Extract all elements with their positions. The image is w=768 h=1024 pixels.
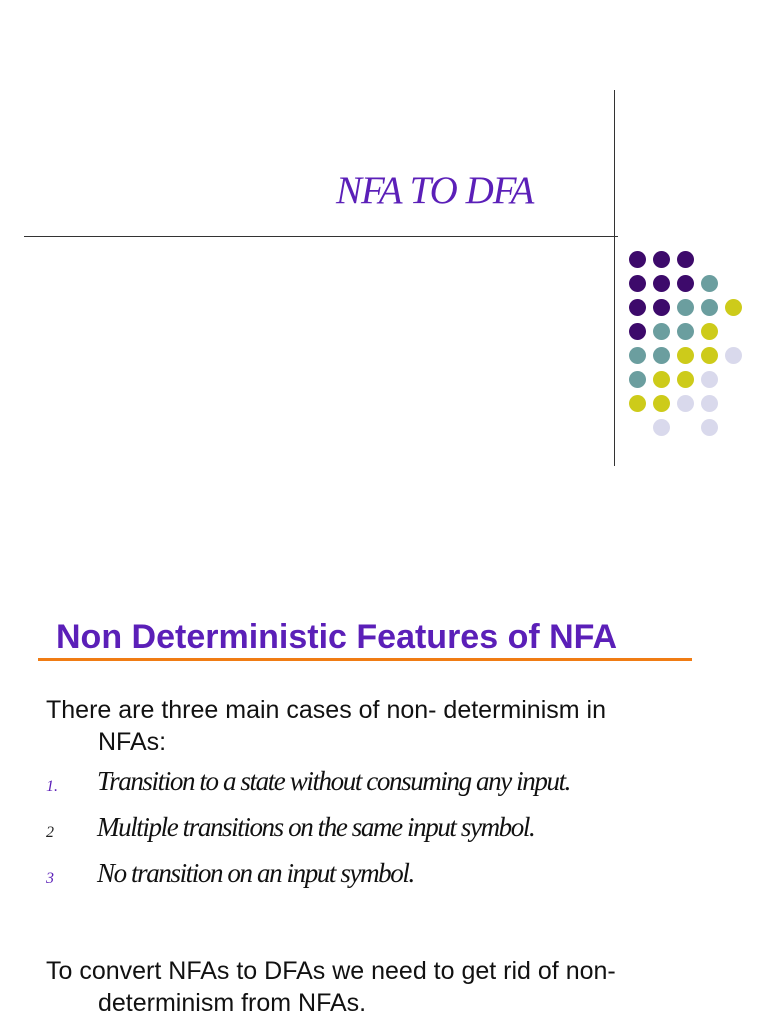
horizontal-divider [24,236,618,237]
dot-purple [629,299,646,316]
dot-lavender [701,371,718,388]
dot-teal [701,275,718,292]
dot-lavender [701,419,718,436]
dot-lavender [725,347,742,364]
dot-purple [653,299,670,316]
dot-yellow [653,371,670,388]
intro-paragraph [46,694,726,758]
dot-purple [653,275,670,292]
dot-purple [677,275,694,292]
conclusion-line-1: To convert NFAs to DFAs we need to get rid of non- [46,957,616,985]
conclusion-line-2: determinism from NFAs. [98,989,367,1017]
dot-teal [629,371,646,388]
title-slide [0,0,768,490]
dot-yellow [677,347,694,364]
dot-yellow [701,347,718,364]
dot-teal [653,347,670,364]
dot-teal [701,299,718,316]
dot-purple [629,275,646,292]
dot-purple [629,323,646,340]
dot-teal [677,299,694,316]
dot-yellow [653,395,670,412]
slide-heading: Non Deterministic Features of NFA [56,618,618,656]
dot-lavender [677,395,694,412]
dot-yellow [629,395,646,412]
dot-teal [629,347,646,364]
list-text: Transition to a state without consuming any input. [97,766,571,796]
dot-yellow [677,371,694,388]
list-number: 2 [46,824,54,841]
intro-line-1: There are three main cases of non- determinism in [46,696,606,724]
dot-purple [653,251,670,268]
dot-lavender [653,419,670,436]
dot-teal [653,323,670,340]
dot-lavender [701,395,718,412]
dot-yellow [725,299,742,316]
dot-yellow [701,323,718,340]
dot-purple [629,251,646,268]
list-text: Multiple transitions on the same input symbol. [97,812,535,842]
slide-title: NFA TO DFA [336,169,534,212]
vertical-divider [614,90,615,466]
list-number: 3 [46,870,54,887]
dot-purple [677,251,694,268]
dot-teal [677,323,694,340]
heading-underline [38,658,692,661]
conclusion-paragraph [46,955,726,1019]
list-text: No transition on an input symbol. [97,858,414,888]
intro-line-2: NFAs: [98,728,167,756]
list-number: 1. [46,778,58,795]
